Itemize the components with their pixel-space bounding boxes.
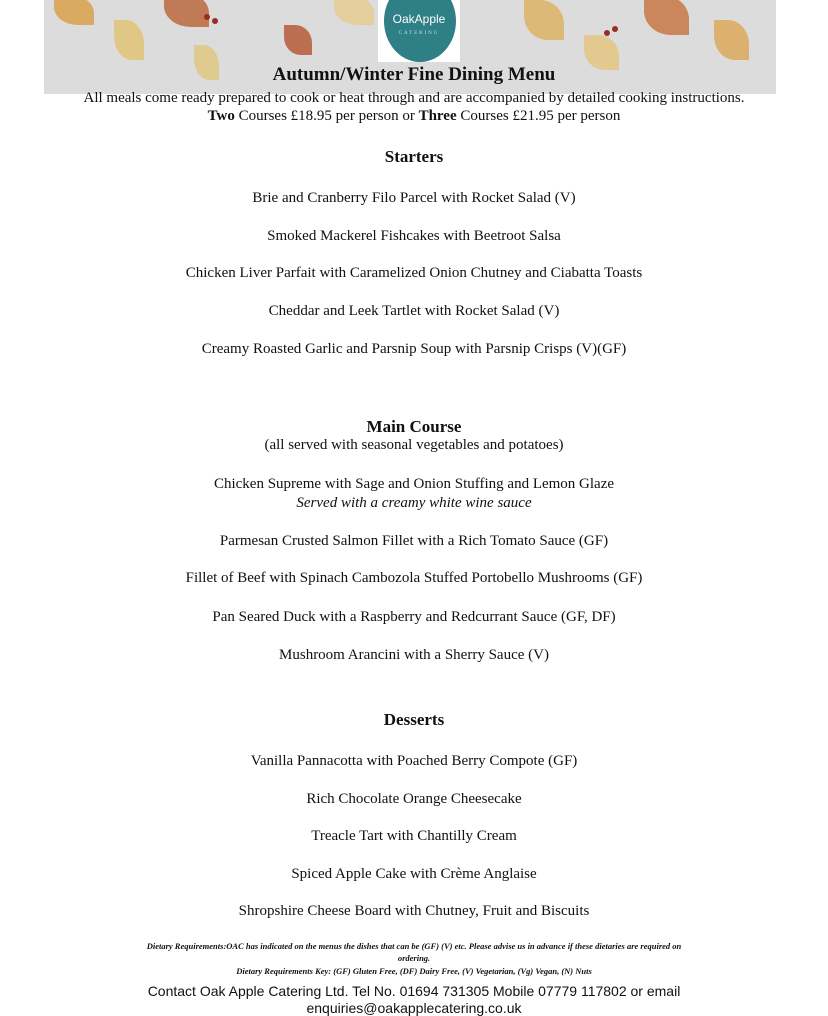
menu-item: Vanilla Pannacotta with Poached Berry Compote (GF) [250, 753, 578, 769]
price-three-label: Three [418, 108, 457, 124]
price-line [0, 108, 828, 125]
logo-name: OakApple [392, 12, 446, 26]
menu-item: Smoked Mackerel Fishcakes with Beetroot Salsa [267, 228, 561, 244]
menu-item: Rich Chocolate Orange Cheesecake [306, 791, 522, 807]
menu-item: Creamy Roasted Garlic and Parsnip Soup with Parsnip Crisps (V)(GF) [201, 341, 627, 357]
desserts-heading: Desserts [383, 710, 445, 729]
dietary-key: Dietary Requirements Key: (GF) Gluten Free, (DF) Dairy Free, (V) Vegetarian, (Vg) Vegan, (N) Nuts [236, 966, 592, 976]
menu-item-description: Served with a creamy white wine sauce [296, 495, 532, 511]
dietary-note-cont: ordering. [397, 953, 431, 963]
contact-email[interactable]: enquiries@oakapplecatering.co.uk [306, 1000, 522, 1016]
contact-line: Contact Oak Apple Catering Ltd. Tel No. 01694 731305 Mobile 07779 117802 or email [147, 983, 681, 999]
logo-subtitle: CATERING [398, 31, 440, 36]
main-course-note: (all served with seasonal vegetables and potatoes) [264, 437, 564, 453]
price-two-text: Courses £18.95 per person or [234, 108, 419, 124]
price-three-text: Courses £21.95 per person [456, 108, 621, 124]
menu-item: Cheddar and Leek Tartlet with Rocket Salad (V) [268, 303, 560, 319]
menu-item: Parmesan Crusted Salmon Fillet with a Rich Tomato Sauce (GF) [219, 533, 609, 549]
menu-item: Fillet of Beef with Spinach Cambozola Stuffed Portobello Mushrooms (GF) [185, 570, 643, 586]
menu-item: Shropshire Cheese Board with Chutney, Fruit and Biscuits [238, 903, 590, 919]
menu-item: Pan Seared Duck with a Raspberry and Redcurrant Sauce (GF, DF) [212, 609, 616, 625]
menu-item: Chicken Liver Parfait with Caramelized Onion Chutney and Ciabatta Toasts [185, 265, 643, 281]
menu-title: Autumn/Winter Fine Dining Menu [272, 64, 556, 85]
menu-item: Spiced Apple Cake with Crème Anglaise [291, 866, 537, 882]
menu-item: Treacle Tart with Chantilly Cream [311, 828, 517, 844]
dietary-note: Dietary Requirements:OAC has indicated on the menus the dishes that can be (GF) (V) etc. Please advise us in advance if these dietaries are required on [146, 941, 682, 951]
price-two-label: Two [207, 108, 235, 124]
starters-heading: Starters [384, 147, 444, 166]
main-course-heading: Main Course [366, 417, 462, 436]
menu-item: Mushroom Arancini with a Sherry Sauce (V) [279, 647, 549, 663]
menu-item: Chicken Supreme with Sage and Onion Stuffing and Lemon Glaze [213, 476, 615, 492]
menu-item: Brie and Cranberry Filo Parcel with Rocket Salad (V) [252, 190, 576, 206]
intro-text: All meals come ready prepared to cook or heat through and are accompanied by detailed cooking instructions. [83, 90, 745, 106]
oak-apple-logo [378, 0, 460, 62]
